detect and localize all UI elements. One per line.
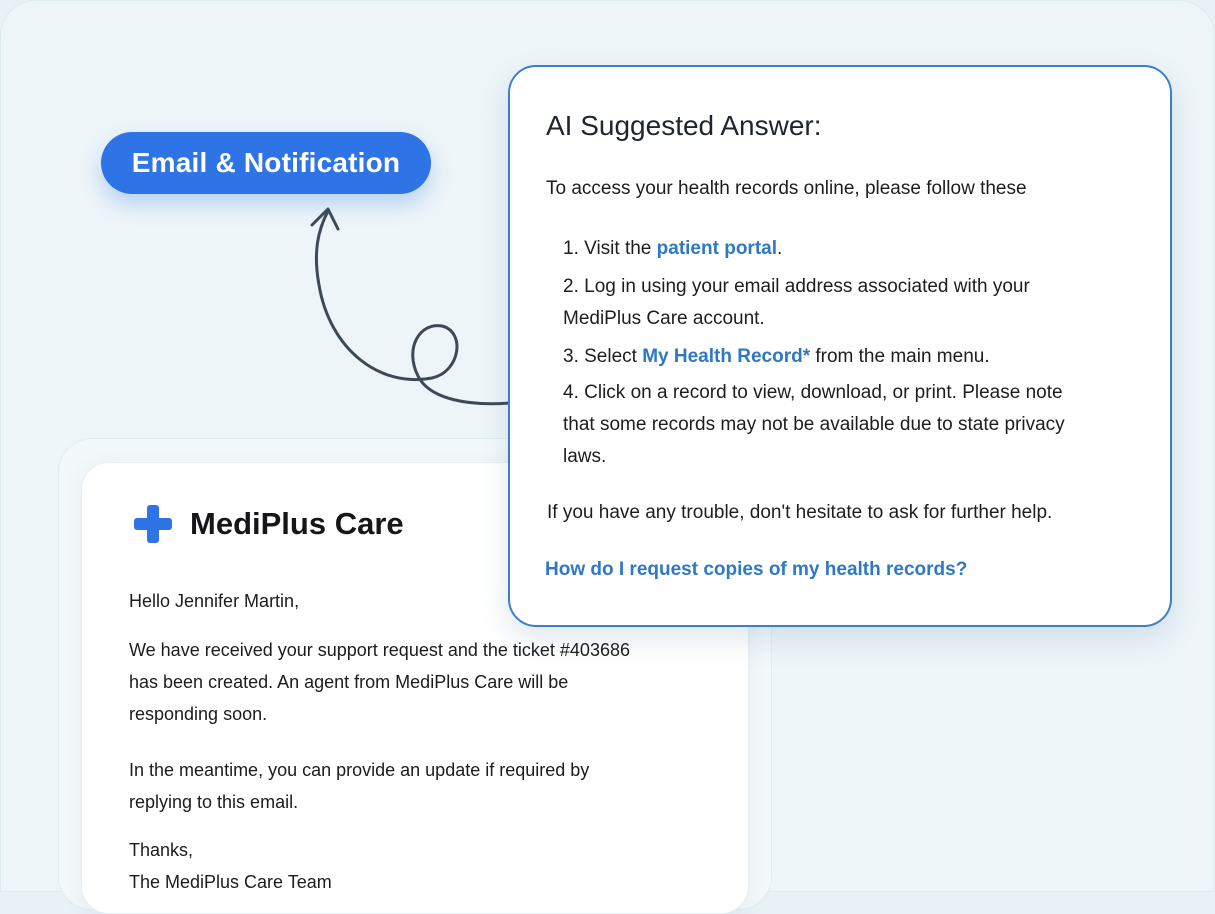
my-health-record-link[interactable]: My Health Record* bbox=[642, 346, 811, 367]
ai-answer-closing: If you have any trouble, don't hesitate to ask for further help. bbox=[547, 502, 1053, 523]
email-paragraph-line: has been created. An agent from MediPlus Care will be bbox=[129, 672, 569, 692]
ai-answer-step: that some records may not be available due to state privacy bbox=[563, 414, 1065, 435]
email-notification-badge[interactable]: Email & Notification bbox=[101, 132, 431, 194]
brand-header bbox=[134, 505, 404, 543]
email-paragraph-line: We have received your support request and the ticket #403686 bbox=[129, 640, 630, 660]
step-text: 1. Visit the bbox=[563, 238, 657, 259]
follow-up-question-link[interactable]: How do I request copies of my health records? bbox=[545, 559, 968, 580]
ai-answer-title: AI Suggested Answer: bbox=[546, 110, 822, 141]
email-paragraph-line: responding soon. bbox=[129, 704, 268, 724]
step-text: 3. Select bbox=[563, 346, 643, 367]
brand-name: MediPlus Care bbox=[190, 506, 404, 541]
ai-answer-step bbox=[563, 233, 782, 265]
email-signature: The MediPlus Care Team bbox=[129, 872, 332, 892]
step-text: from the main menu. bbox=[810, 346, 990, 367]
ai-answer-intro: To access your health records online, please follow these bbox=[546, 178, 1027, 199]
email-greeting: Hello Jennifer Martin, bbox=[129, 591, 300, 611]
email-paragraph-line: replying to this email. bbox=[129, 792, 299, 812]
email-paragraph-line: In the meantime, you can provide an update if required by bbox=[129, 760, 590, 780]
step-text: . bbox=[777, 238, 783, 259]
email-signoff: Thanks, bbox=[129, 840, 194, 860]
medical-cross-icon bbox=[134, 505, 172, 543]
ai-answer-step: 2. Log in using your email address associated with your bbox=[563, 276, 1030, 297]
ai-answer-step: laws. bbox=[563, 446, 607, 467]
patient-portal-link[interactable]: patient portal bbox=[656, 238, 777, 259]
ai-answer-step bbox=[563, 341, 990, 373]
ai-answer-step: MediPlus Care account. bbox=[563, 308, 765, 329]
ai-answer-step: 4. Click on a record to view, download, or print. Please note bbox=[563, 382, 1063, 403]
